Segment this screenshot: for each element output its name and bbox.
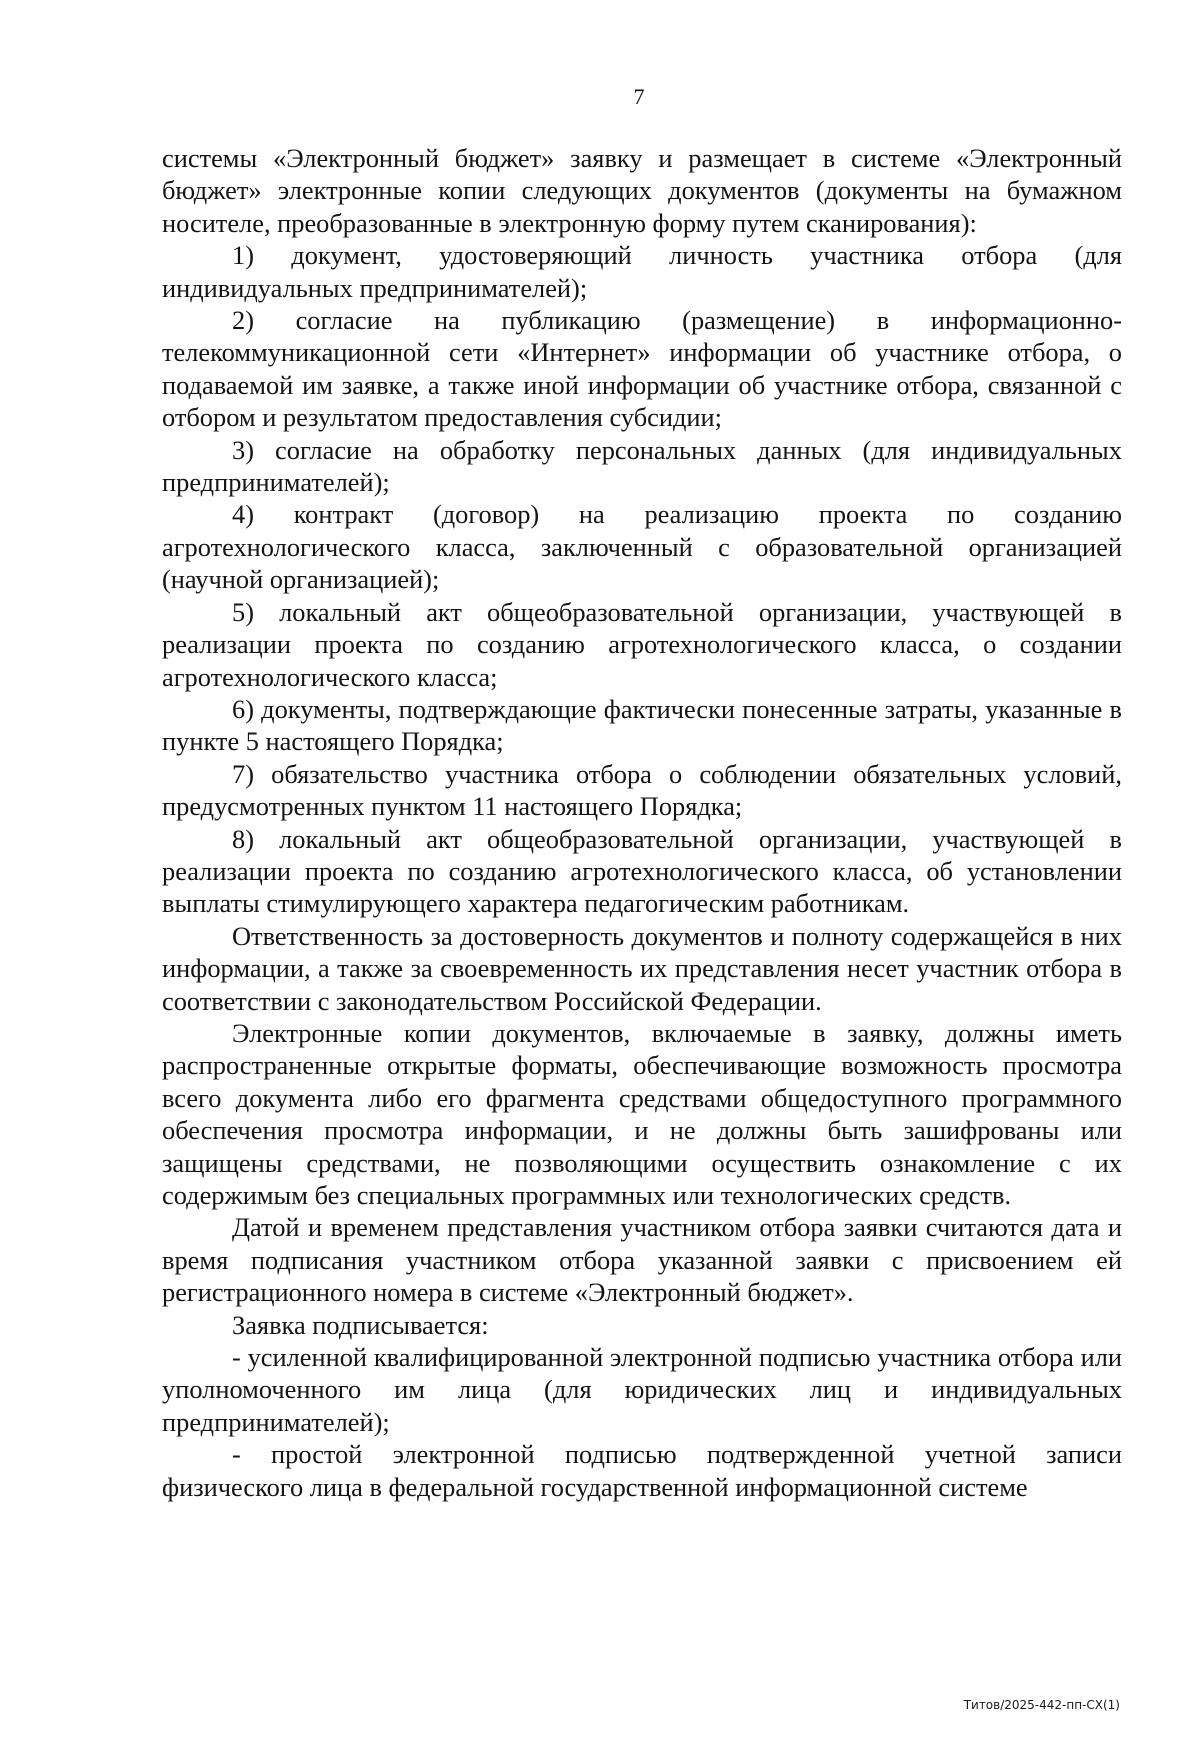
paragraph: 2) согласие на публикацию (размещение) в информационно-телекоммуникационной сети «Интернет» информации об участнике отбора, о подаваемой им заявке, а также иной информации об участнике отбора, связанной с отбором и результатом предоставления субсидии; [162,305,1122,433]
paragraph: Ответственность за достоверность документов и полноту содержащейся в них информации, а также за своевременность их представления несет участник отбора в соответствии с законодательством Российской Федерации. [162,920,1122,1016]
paragraph: - усиленной квалифицированной электронной подписью участника отбора или уполномоченного им лица (для юридических лиц и индивидуальных предпринимателей); [162,1342,1122,1437]
paragraph: 6) документы, подтверждающие фактически понесенные затраты, указанные в пункте 5 настоящего Порядка; [162,693,1122,757]
paragraph: Электронные копии документов, включаемые в заявку, должны иметь распространенные открытые форматы, обеспечивающие возможность просмотра всего документа либо его фрагмента средствами общедоступного программного обеспечения просмотра информации, и не должны быть зашифрованы или защищены средствами, не позволяющими осуществить ознакомление с их содержимым без специальных программных или технологических средств. [162,1017,1122,1210]
paragraph: 5) локальный акт общеобразовательной организации, участвующей в реализации проекта по созданию агротехнологического класса, о создании агротехнологического класса; [162,596,1122,692]
paragraph: 4) контракт (договор) на реализацию проекта по созданию агротехнологического класса, заключенный с образовательной организацией (научной организацией); [162,499,1122,595]
paragraph: 1) документ, удостоверяющий личность участника отбора (для индивидуальных предпринимателей); [162,240,1122,303]
page-number: 7 [633,84,645,109]
paragraph: Датой и временем представления участником отбора заявки считаются дата и время подписания участником отбора указанной заявки с присвоением ей регистрационного номера в системе «Электронный бюджет». [162,1212,1122,1308]
paragraph: 7) обязательство участника отбора о соблюдении обязательных условий, предусмотренных пунктом 11 настоящего Порядка; [162,758,1122,822]
document-code: Титов/2025-442-пп-СХ(1) [963,1698,1120,1712]
paragraph: системы «Электронный бюджет» заявку и размещает в системе «Электронный бюджет» электронные копии следующих документов (документы на бумажном носителе, преобразованные в электронную форму путем сканирования): [162,143,1122,238]
paragraph: 3) согласие на обработку персональных данных (для индивидуальных предпринимателей); [162,434,1122,498]
paragraph: - простой электронной подписью подтвержденной учетной записи физического лица в федеральной государственной информационной системе [162,1439,1122,1502]
paragraph: Заявка подписывается: [232,1309,489,1340]
paragraph: 8) локальный акт общеобразовательной организации, участвующей в реализации проекта по созданию агротехнологического класса, об установлении выплаты стимулирующего характера педагогическим работникам. [162,823,1122,919]
document-body [162,142,1122,1503]
